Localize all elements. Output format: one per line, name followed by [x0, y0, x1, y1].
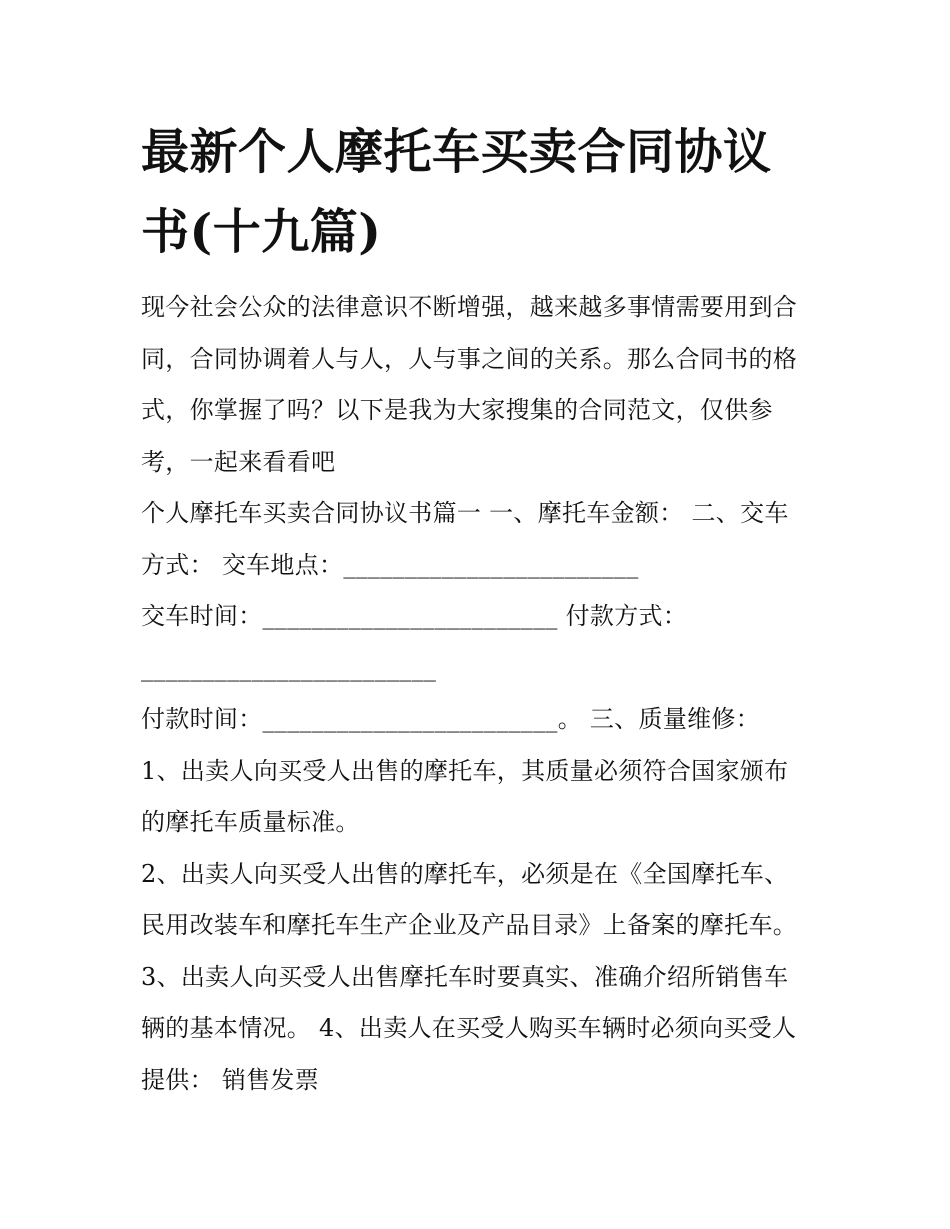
- body-line: 方式： 交车地点：________________________: [141, 550, 639, 579]
- title-line: 书(十九篇): [141, 204, 382, 260]
- body-line: 现今社会公众的法律意识不断增强，越来越多事情需要用到合: [141, 293, 798, 321]
- body-line: 付款时间：________________________。 三、质量维修：: [141, 705, 761, 733]
- body-line: 式，你掌握了吗？以下是我为大家搜集的合同范文，仅供参: [141, 396, 773, 424]
- body-line: 2、出卖人向买受人出售的摩托车，必须是在《全国摩托车、: [141, 859, 789, 888]
- body-line: 同，合同协调着人与人，人与事之间的关系。那么合同书的格: [141, 344, 798, 373]
- body-line: ________________________: [141, 653, 437, 682]
- body-line: 考，一起来看看吧: [141, 447, 336, 476]
- title-line: 最新个人摩托车买卖合同协议: [141, 124, 772, 180]
- body-line: 提供： 销售发票: [141, 1065, 320, 1094]
- body-line: 1、出卖人向买受人出售的摩托车，其质量必须符合国家颁布: [141, 756, 789, 785]
- body-line: 的摩托车质量标准。: [141, 808, 360, 836]
- body-line: 个人摩托车买卖合同协议书篇一 一、摩托车金额： 二、交车: [141, 499, 789, 527]
- body-line: 交车时间：________________________ 付款方式：: [141, 602, 688, 630]
- document-body: [141, 282, 809, 1106]
- document-page: [141, 112, 809, 1106]
- body-line: 民用改装车和摩托车生产企业及产品目录》上备案的摩托车。: [141, 911, 798, 939]
- document-title: [141, 112, 809, 272]
- body-line: 3、出卖人向买受人出售摩托车时要真实、准确介绍所销售车: [141, 962, 789, 991]
- body-line: 辆的基本情况。 4、出卖人在买受人购买车辆时必须向买受人: [141, 1014, 797, 1042]
